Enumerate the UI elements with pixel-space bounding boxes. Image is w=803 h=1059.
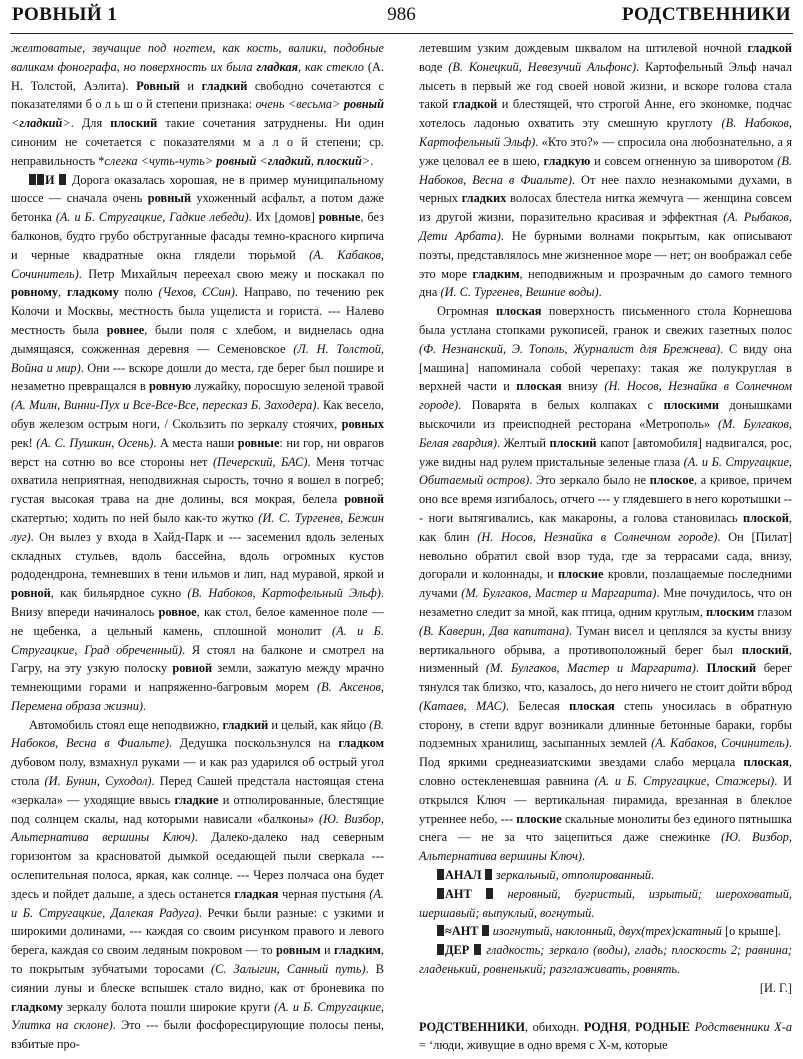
- header-left-entry: РОВНЫЙ 1: [12, 4, 118, 25]
- right-paragraph-7: РОДСТВЕННИКИ, обиходн. РОДНЯ, РОДНЫЕ Родственники X-а = ʻлюди, живущие в одно время с X-м, которые: [419, 1019, 792, 1053]
- right-paragraph-0: летевшим узким дождевым шквалом на штилевой ночной гладкой воде (В. Конецкий, Невезучий Альфонс). Картофельный Эльф начал лысеть в первый же год своей новой жизни, и вскоре голова стала такой гладкой и блестящей, что строгой Анне, его экономке, подчас хотелось ладонью охватить эту смешную круглоту (В. Набоков, Картофельный Эльф). «Кто это?» — спросила она любознательно, а я уже целовал ее в шею, гладкую и совсем огненную за шиворотом (В. Набоков, Весна в Фиальте). От нее пахло незнакомыми духами, в черных гладких волосах блестела нитка жемчуга — женщина совсем из другой жизни, поразительно красивая и эффектная (А. Рыбаков, Дети Арбата). Не бурными волнами покрытым, как описывают поэты, представлялось мне жизненное море — нет; он воображал себе это море гладким, неподвижным и прозрачным до самого темного дна (И. С. Тургенев, Вешние воды).: [419, 41, 793, 300]
- dictionary-zone-marker-icon: [474, 944, 481, 955]
- left-column: [11, 39, 384, 1054]
- right-paragraph-5: ДЕР гладкость; зеркало (воды), гладь; плоскость 2; равнина; гладенький, ровненький; разглаживать, ровнять.: [419, 943, 792, 977]
- header-right-entry: РОДСТВЕННИКИ: [621, 4, 791, 25]
- left-paragraph-0: желтоватые, звучащие под ногтем, как кость, валики, подобные валикам фонографа, но поверхность их была гладкая, как стекло (А. Н. Толстой, Аэлита). Ровный и гладкий свободно сочетаются с показателями б о л ь ш о й степени признака: очень <весьма> ровный <гладкий>. Для плоский такие сочетания затруднены. Ни один синоним не сочетается с показателями м а л о й степени; ср. неправильность *слегка <чуть-чуть> ровный <гладкий, плоский>.: [11, 41, 384, 168]
- dictionary-zone-marker-icon: [437, 888, 444, 899]
- dictionary-zone-marker-icon: [29, 174, 36, 185]
- dictionary-zone-marker-icon: [437, 925, 444, 936]
- dictionary-zone-marker-icon: [437, 944, 444, 955]
- left-paragraph-1: И Дорога оказалась хорошая, не в пример муниципальному шоссе — сначала очень ровный ухоженный асфальт, а потом даже бетонка (А. и Б. Стругацкие, Гадкие лебеди). Их [домов] ровные, без балконов, будто грубо обструганные фасады темно-красного кирпича и черные квадратные окна глядели тюрьмой (А. Кабаков, Сочинитель). Петр Михайлыч переехал свою межу и поскакал по ровному, гладкому полю (Чехов, ССин). Направо, по течению рек Колочи и Москвы, местность была ущелиста и гориста. --- Налево местность была ровнее, были поля с хлебом, и виднелась одна дымящаяся, сожженная деревня — Семеновское (Л. Н. Толстой, Война и мир). Они --- вскоре дошли до места, где берег был пошире и незаметно превращался в ровную лужайку, поросшую зеленой травой (А. Милн, Винни-Пух и Все-Все-Все, пересказ Б. Заходера). Как весело, обув железом острым ноги, / Скользить по зеркалу стоячих, ровных рек! (А. С. Пушкин, Осень). А места наши ровные: ни гор, ни оврагов верст на сотню во все стороны нет (Печерский, БАС). Меня тотчас охватила неприятная, неподвижная сырость, точно я вошел в погреб; густая высокая трава на дне долины, вся мокрая, белела ровной скатертью; ходить по ней было как-то жутко (И. С. Тургенев, Бежин луг). Он вылез у входа в Хайд-Парк и --- засеменил вдоль зеленых складных стульев, вдоль бассейна, вдоль огромных кустов рододендрона, темневших в тени ильмов и лип, над муравой, яркой и ровной, как бильярдное сукно (В. Набоков, Картофельный Эльф). Внизу впереди начиналось ровное, как стол, белое каменное поле — не щебенка, а цельный камень, сплошной монолит (А. и Б. Стругацкие, Град обреченный). Я стоял на балконе и смотрел на Гагру, на эту узкую полоску ровной земли, зажатую между мрачно темнеющими горами и напряженно-багровым морем (В. Аксенов, Перемена образа жизни).: [11, 172, 385, 713]
- dictionary-zone-marker-icon: [485, 869, 492, 880]
- dictionary-zone-marker-icon: [437, 869, 444, 880]
- right-paragraph-3: АНТ неровный, бугристый, изрытый; шероховатый, шершавый; выпуклый, вогнутый.: [419, 886, 792, 920]
- dictionary-zone-marker-icon: [486, 888, 493, 899]
- dictionary-zone-marker-icon: [482, 925, 489, 936]
- left-paragraph-2: Автомобиль стоял еще неподвижно, гладкий и целый, как яйцо (В. Набоков, Весна в Фиальте). Дедушка поскользнулся на гладком дубовом полу, взмахнул руками — и как раз ударился об острый угол стола (И. Бунин, Суходол). Перед Сашей предстала настоящая стена «зеркала» — уходящие ввысь гладкие и отполированные, блестящие под солнцем скалы, над которыми нависали «балконы» (Ю. Визбор, Альтернатива вершины Ключ). Далеко-далеко над северным горизонтом за красноватой дымкой оседающей пыли сверкала --- ослепительная полоса, яркая, как солнце. --- Через полчаса она будет здесь и пойдет дальше, а здесь останется гладкая черная пустыня (А. и Б. Стругацкие, Далекая Радуга). Речки были разные: с узкими и широкими долинами, --- каждая со своим рисунком правого и левого берега, каждая со своим ледяным покровом — то ровным и гладким, то покрытым зубчатыми торосами (С. Залыгин, Санный путь). В сиянии луны и блеске вспышек стало видно, как от броневика по гладкому зеркалу болота пошли широкие круги (А. и Б. Стругацкие, Улитка на склоне). Это --- были фосфоресцирующие полосы пены, взбитые про-: [11, 717, 385, 1052]
- right-paragraph-6: [И. Г.]: [759, 980, 792, 995]
- right-paragraph-1: Огромная плоская поверхность письменного стола Корнешова была устлана стопками рукописей, гранок и свежих газетных полос (Ф. Незнанский, Э. Тополь, Журналист для Брежнева). С виду она [машина] напоминала собой черепаху: такая же полукруглая в верхней части и плоская внизу (Н. Носов, Незнайка в Солнечном городе). Поварята в белых колпаках с плоскими донышками выскочили из преисподней ресторана «Метрополь» (М. Булгаков, Белая гвардия). Желтый плоский капот [автомобиля] надвигался, рос, уже видны над рулем пристальные зеленые глаза (А. и Б. Стругацкие, Обитаемый остров). Это зеркало было не плоское, а кривое, причем оно все время изгибалось, отчего --- у глядевшего в него коротышки --- ноги вытягивались, как макароны, а голова становилась плоской, как блин (Н. Носов, Незнайка в Солнечном городе). Он [Пилат] невольно обратил свой взор туда, где за террасами сада, внизу, догорали и колоннады, и плоские кровли, позлащаемые последними лучами (М. Булгаков, Мастер и Маргарита). Мне почудилось, что он незаметно следит за мной, как птица, одним круглым, плоским глазом (В. Каверин, Два капитана). Туман висел и цеплялся за кусты внизу вертикального обрыва, а противоположный берег был плоский, низменный (М. Булгаков, Мастер и Маргарита). Плоский берег тянулся так близко, что, казалось, до него ничего не стоит дойти вброд (Катаев, МАС). Белесая плоская степь уносилась в обратную сторону, в степи вдруг возникали длинные бетонные бараки, горбы подземных хранилищ, засыпанных землей (А. Кабаков, Сочинитель). Под яркими среднеазиатскими звездами слабо мерцала плоская, словно остекленевшая равнина (А. и Б. Стругацкие, Стажеры). И открылся Ключ — вертикальная пирамида, врезанная в блеклое утреннее небо, --- плоские скальные монолиты без единого пятнышка снега — не за что зацепиться даже снежинке (Ю. Визбор, Альтернатива вершины Ключ).: [419, 304, 793, 864]
- header-rule: [10, 33, 793, 34]
- dictionary-zone-marker-icon: [37, 174, 44, 185]
- right-column: [419, 39, 792, 1055]
- right-paragraph-2: АНАЛ зеркальный, отполированный.: [419, 866, 792, 885]
- dictionary-zone-marker-icon: [59, 174, 66, 185]
- running-header: [12, 4, 791, 34]
- right-paragraph-4: ≈АНТ изогнутый, наклонный, двух(трех)скатный [о крыше].: [419, 922, 792, 941]
- page-number: 986: [387, 4, 416, 25]
